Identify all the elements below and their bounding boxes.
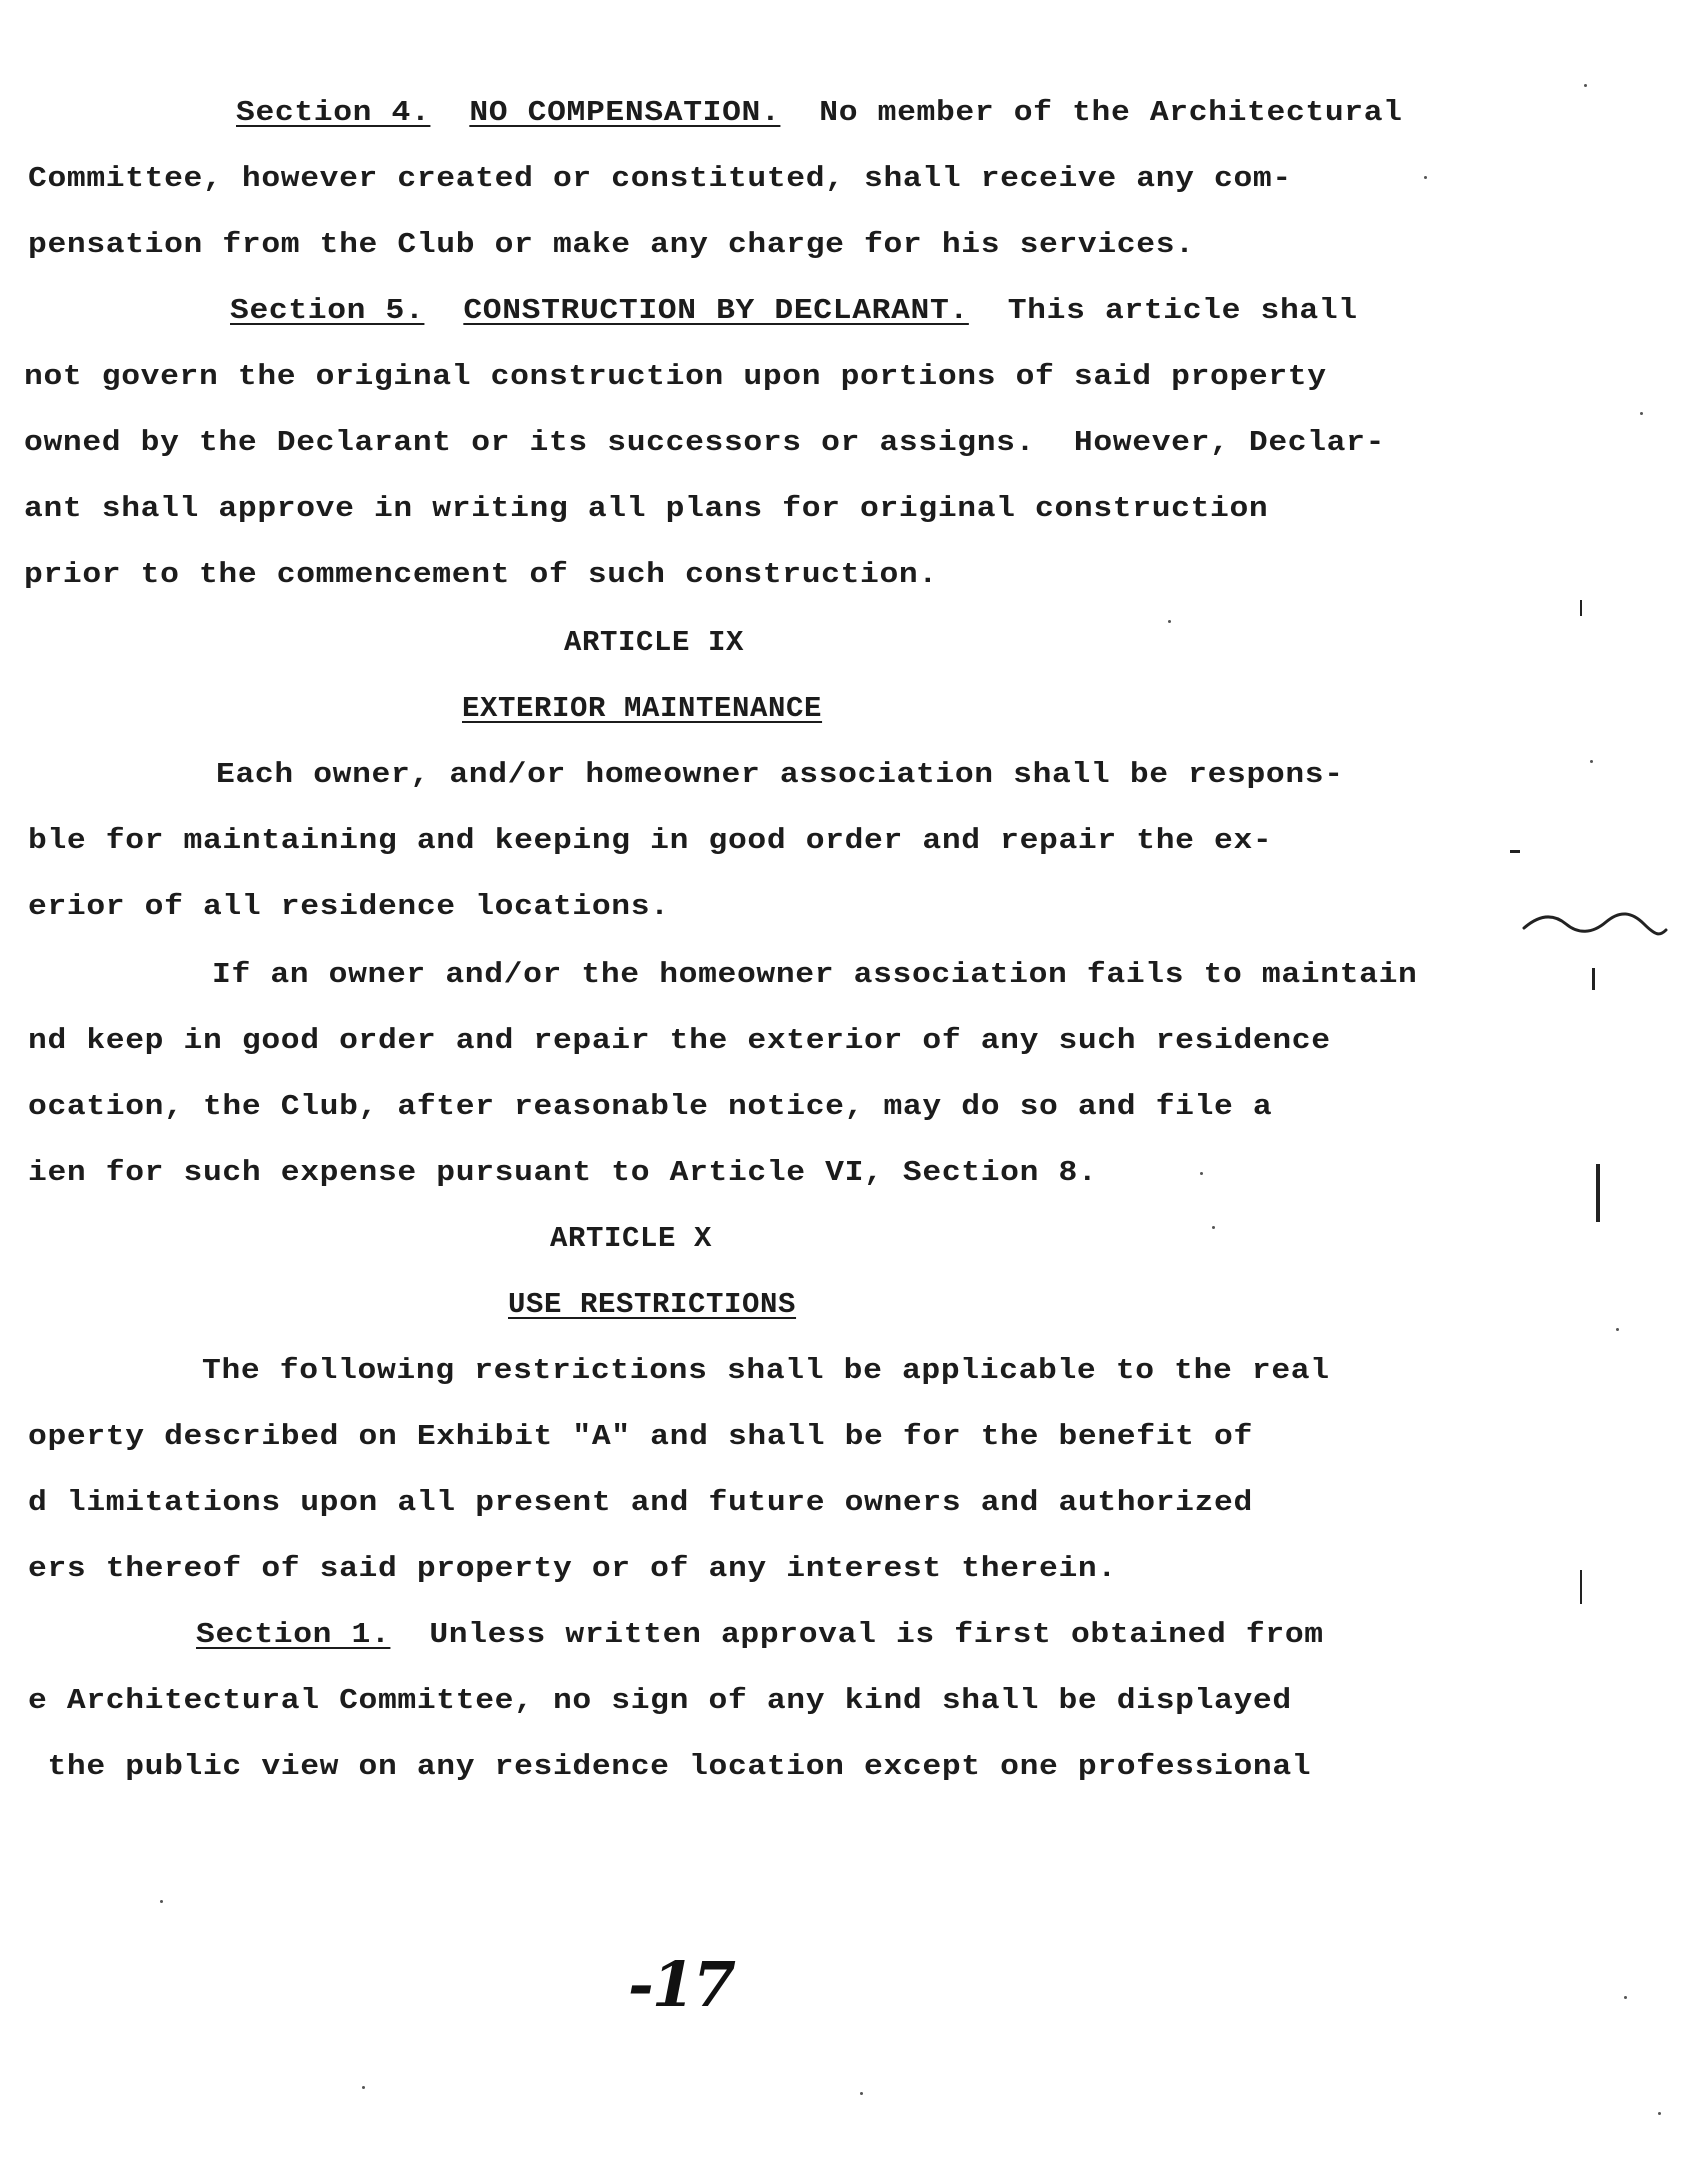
section5-line1 xyxy=(230,294,1358,328)
scan-speck xyxy=(1212,1226,1215,1229)
section5-line5: prior to the commencement of such construction. xyxy=(24,558,938,591)
article9-para1-line3: erior of all residence locations. xyxy=(28,890,670,923)
article9-para1-line2: ble for maintaining and keeping in good order and repair the ex- xyxy=(28,824,1273,857)
section5-title: CONSTRUCTION BY DECLARANT. xyxy=(463,294,969,327)
article10-number: ARTICLE X xyxy=(550,1222,713,1255)
section5-line2: not govern the original construction upon portions of said property xyxy=(24,360,1327,393)
article10-intro-line3: d limitations upon all present and future owners and authorized xyxy=(28,1486,1253,1519)
article10-intro-line2: operty described on Exhibit "A" and shall be for the benefit of xyxy=(28,1420,1253,1453)
scan-speck xyxy=(1590,760,1593,763)
article9-title: EXTERIOR MAINTENANCE xyxy=(462,692,823,725)
scan-speck xyxy=(1424,176,1427,179)
section5-label: Section 5. xyxy=(230,294,425,327)
article10-section1-line3: the public view on any residence location except one professional xyxy=(28,1750,1312,1783)
scan-speck xyxy=(1200,1172,1203,1175)
section4-title: NO COMPENSATION. xyxy=(469,96,781,129)
scan-speck xyxy=(1584,84,1587,87)
section4-label: Section 4. xyxy=(236,96,431,129)
scan-speck xyxy=(160,1900,163,1903)
article9-para2-line2: nd keep in good order and repair the exterior of any such residence xyxy=(28,1024,1331,1057)
article9-number: ARTICLE IX xyxy=(564,626,745,659)
section5-line4: ant shall approve in writing all plans for original construction xyxy=(24,492,1269,525)
section5-line3: owned by the Declarant or its successors or assigns. However, Declar- xyxy=(24,426,1386,459)
scan-speck xyxy=(362,2086,365,2089)
scan-speck xyxy=(1658,2112,1661,2115)
article10-section1-line2: e Architectural Committee, no sign of any kind shall be displayed xyxy=(28,1684,1292,1717)
article10-section1-label: Section 1. xyxy=(196,1618,391,1651)
article9-para2-line1: If an owner and/or the homeowner association fails to maintain xyxy=(212,958,1418,991)
article10-intro-line1: The following restrictions shall be applicable to the real xyxy=(202,1354,1330,1387)
margin-tick-mark-3 xyxy=(1580,1570,1582,1604)
margin-tick-mark xyxy=(1592,968,1595,990)
margin-dash-mark xyxy=(1510,850,1520,853)
article10-intro-line4: ers thereof of said property or of any interest therein. xyxy=(28,1552,1117,1585)
article9-para2-line3: ocation, the Club, after reasonable notice, may do so and file a xyxy=(28,1090,1273,1123)
scan-speck xyxy=(1168,620,1171,623)
page-number: -17 xyxy=(628,1948,735,2021)
scan-speck xyxy=(860,2092,863,2095)
article10-section1-line1-rest: Unless written approval is first obtained from xyxy=(390,1618,1324,1651)
article9-para1-line1: Each owner, and/or homeowner association shall be respons- xyxy=(216,758,1344,791)
scan-speck xyxy=(1624,1996,1627,1999)
article10-section1-line1 xyxy=(196,1618,1324,1652)
section4-line2: Committee, however created or constituted, shall receive any com- xyxy=(28,162,1292,195)
margin-bar-mark xyxy=(1596,1164,1600,1222)
scan-speck xyxy=(1616,1328,1619,1331)
handwritten-squiggle-mark xyxy=(1520,890,1670,950)
section4-line1-rest: No member of the Architectural xyxy=(780,96,1403,129)
section5-line1-rest: This article shall xyxy=(968,294,1358,327)
margin-tick-mark-2 xyxy=(1580,600,1582,616)
section4-line1 xyxy=(236,96,1403,130)
article9-para2-line4: ien for such expense pursuant to Article VI, Section 8. xyxy=(28,1156,1098,1189)
section4-line3: pensation from the Club or make any charge for his services. xyxy=(28,228,1195,261)
article10-title: USE RESTRICTIONS xyxy=(508,1288,797,1321)
scan-speck xyxy=(1640,412,1643,415)
